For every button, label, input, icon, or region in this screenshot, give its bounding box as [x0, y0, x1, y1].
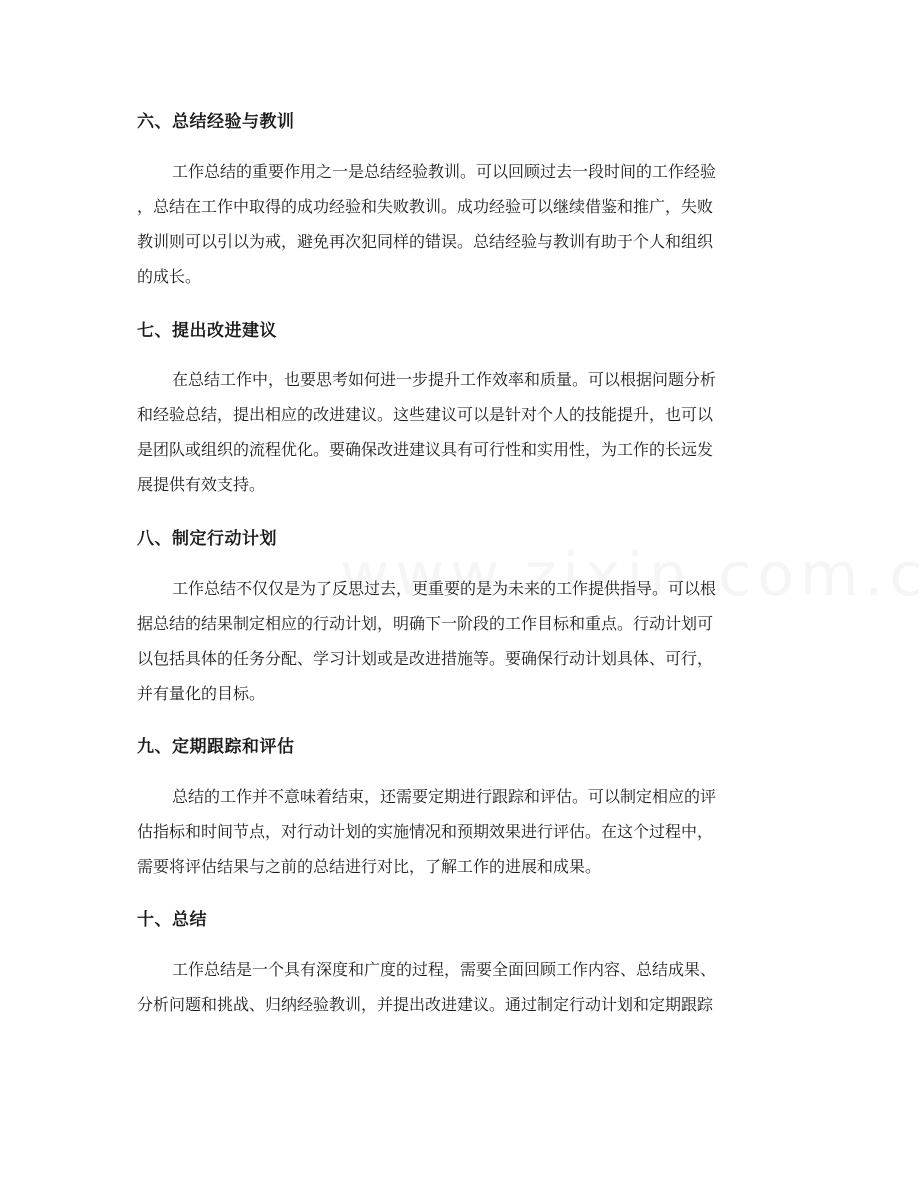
section-paragraph [137, 952, 787, 1022]
paragraph-line: 并有量化的目标。 [137, 684, 266, 703]
paragraph-line: 工作总结不仅仅是为了反思过去，更重要的是为未来的工作提供指导。可以根 [172, 579, 717, 598]
section-heading: 十、总结 [137, 910, 207, 930]
paragraph-line: 分析问题和挑战、归纳经验教训，并提出改进建议。通过制定行动计划和定期跟踪 [137, 995, 714, 1014]
paragraph-line: 工作总结是一个具有深度和广度的过程，需要全面回顾工作内容、总结成果、 [172, 960, 717, 979]
section-tracking-evaluation [137, 735, 787, 876]
paragraph-line: 估指标和时间节点，对行动计划的实施情况和预期效果进行评估。在这个过程中， [137, 822, 714, 841]
paragraph-line: 需要将评估结果与之前的总结进行对比，了解工作的进展和成果。 [137, 857, 602, 876]
section-paragraph [137, 779, 787, 884]
paragraph-line: 展提供有效支持。 [137, 475, 266, 494]
section-heading: 八、制定行动计划 [137, 529, 277, 549]
paragraph-line: 教训则可以引以为戒，避免再次犯同样的错误。总结经验与教训有助于个人和组织 [137, 232, 714, 251]
paragraph-line: 在总结工作中，也要思考如何进一步提升工作效率和质量。可以根据问题分析 [172, 370, 717, 389]
paragraph-line: ，总结在工作中取得的成功经验和失败教训。成功经验可以继续借鉴和推广，失败 [137, 197, 714, 216]
section-heading: 六、总结经验与教训 [137, 112, 295, 132]
section-action-plan [137, 527, 787, 703]
paragraph-line: 总结的工作并不意味着结束，还需要定期进行跟踪和评估。可以制定相应的评 [172, 787, 717, 806]
section-paragraph [137, 571, 787, 711]
paragraph-line: 据总结的结果制定相应的行动计划，明确下一阶段的工作目标和重点。行动计划可 [137, 614, 714, 633]
section-conclusion [137, 908, 787, 1014]
section-paragraph [137, 154, 787, 294]
paragraph-line: 的成长。 [137, 267, 202, 286]
section-paragraph [137, 362, 787, 502]
paragraph-line: 工作总结的重要作用之一是总结经验教训。可以回顾过去一段时间的工作经验 [172, 162, 717, 181]
section-summary-lessons [137, 110, 787, 286]
paragraph-line: 和经验总结，提出相应的改进建议。这些建议可以是针对个人的技能提升，也可以 [137, 405, 714, 424]
section-heading: 九、定期跟踪和评估 [137, 737, 295, 757]
paragraph-line: 是团队或组织的流程优化。要确保改进建议具有可行性和实用性，为工作的长远发 [137, 440, 714, 459]
section-improvement-suggestions [137, 319, 787, 494]
paragraph-line: 以包括具体的任务分配、学习计划或是改进措施等。要确保行动计划具体、可行， [137, 649, 714, 668]
section-heading: 七、提出改进建议 [137, 321, 277, 341]
